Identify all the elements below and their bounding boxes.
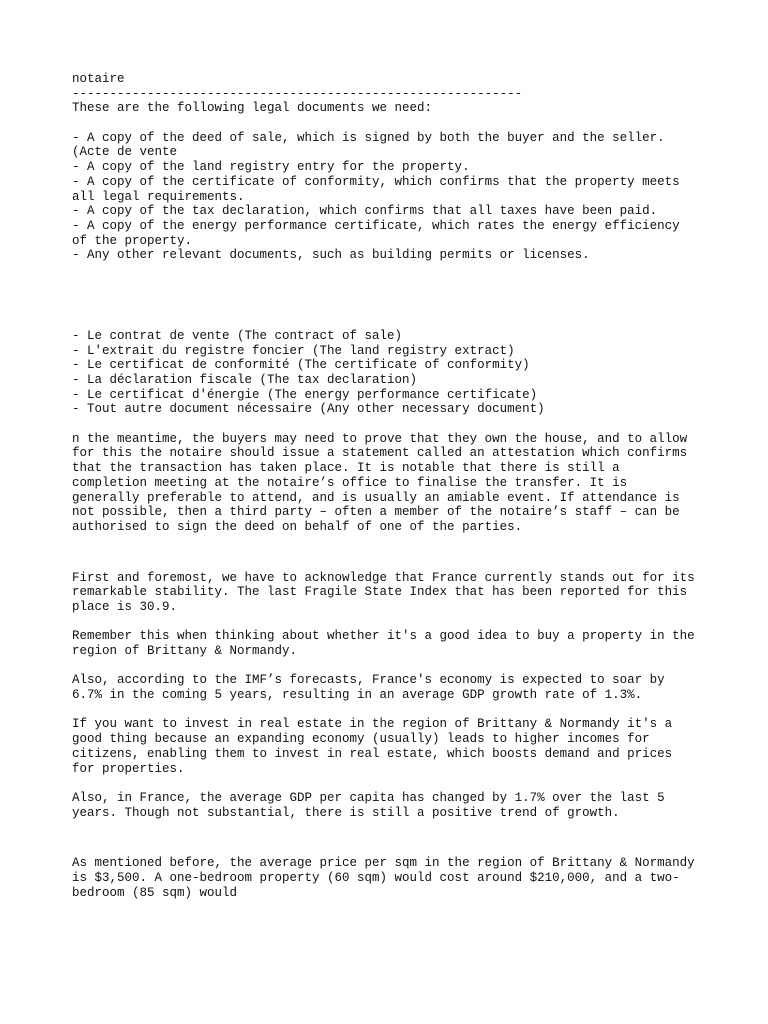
list-item: - Any other relevant documents, such as building permits or licenses. <box>72 248 590 263</box>
required-documents-list <box>72 131 712 263</box>
paragraph-line: place is 30.9. <box>72 599 178 614</box>
paragraph-line: 6.7% in the coming 5 years, resulting in an average GDP growth rate of 1.3%. <box>72 688 643 703</box>
remember-paragraph <box>72 629 712 658</box>
stability-paragraph <box>72 571 712 615</box>
paragraph-line: completion meeting at the notaire’s office to finalise the transfer. It is <box>72 475 628 490</box>
separator-rule: ------------------------------------------------------------ <box>72 86 523 101</box>
paragraph-line: remarkable stability. The last Fragile State Index that has been reported for this <box>72 585 688 600</box>
list-item: (Acte de vente <box>72 145 178 160</box>
list-item: - A copy of the tax declaration, which confirms that all taxes have been paid. <box>72 204 658 219</box>
attestation-paragraph <box>72 432 712 535</box>
paragraph-line: Also, in France, the average GDP per capita has changed by 1.7% over the last 5 <box>72 790 665 805</box>
imf-paragraph <box>72 673 712 702</box>
paragraph-line: citizens, enabling them to invest in real estate, which boosts demand and prices <box>72 746 673 761</box>
list-item: - Le certificat de conformité (The certificate of conformity) <box>72 358 530 373</box>
paragraph-line: years. Though not substantial, there is still a positive trend of growth. <box>72 805 620 820</box>
price-paragraph <box>72 856 712 900</box>
paragraph-line: As mentioned before, the average price per sqm in the region of Brittany & Normandy <box>72 856 695 871</box>
paragraph-line: If you want to invest in real estate in the region of Brittany & Normandy it's a <box>72 717 673 732</box>
paragraph-line: good thing because an expanding economy (usually) leads to higher incomes for <box>72 732 650 747</box>
paragraph-line: is $3,500. A one-bedroom property (60 sqm) would cost around $210,000, and a two- <box>72 870 680 885</box>
list-item: - A copy of the energy performance certificate, which rates the energy efficiency <box>72 218 680 233</box>
paragraph-line: region of Brittany & Normandy. <box>72 644 298 658</box>
list-item: - A copy of the certificate of conformity, which confirms that the property meets <box>72 174 680 189</box>
list-item: - A copy of the land registry entry for the property. <box>72 160 470 175</box>
gdp-paragraph <box>72 791 712 820</box>
list-item: - L'extrait du registre foncier (The land registry extract) <box>72 343 515 358</box>
list-item: of the property. <box>72 233 193 248</box>
paragraph-line: bedroom (85 sqm) would <box>72 885 238 900</box>
french-documents-list <box>72 329 712 417</box>
paragraph-line: Also, according to the IMF’s forecasts, France's economy is expected to soar by <box>72 673 665 688</box>
document-title: notaire <box>72 72 125 86</box>
paragraph-line: First and foremost, we have to acknowledge that France currently stands out for its <box>72 570 695 585</box>
list-item: - Le contrat de vente (The contract of sale) <box>72 328 403 343</box>
invest-paragraph <box>72 717 712 776</box>
document-page <box>72 72 712 900</box>
paragraph-line: that the transaction has taken place. It is notable that there is still a <box>72 461 620 476</box>
paragraph-line: Remember this when thinking about whether it's a good idea to buy a property in the <box>72 629 695 644</box>
list-item: - La déclaration fiscale (The tax declaration) <box>72 373 418 387</box>
paragraph-line: for this the notaire should issue a statement called an attestation which confirms <box>72 446 688 461</box>
paragraph-line: generally preferable to attend, and is usually an amiable event. If attendance is <box>72 490 680 505</box>
paragraph-line: n the meantime, the buyers may need to prove that they own the house, and to allow <box>72 431 688 446</box>
list-item: all legal requirements. <box>72 189 245 204</box>
paragraph-line: authorised to sign the deed on behalf of one of the parties. <box>72 519 523 534</box>
list-item: - A copy of the deed of sale, which is signed by both the buyer and the seller. <box>72 130 665 145</box>
list-item: - Tout autre document nécessaire (Any other necessary document) <box>72 402 545 417</box>
paragraph-line: not possible, then a third party – often a member of the notaire’s staff – can be <box>72 505 680 520</box>
list-item: - Le certificat d'énergie (The energy performance certificate) <box>72 387 538 402</box>
intro-line: These are the following legal documents we need: <box>72 101 433 116</box>
paragraph-line: for properties. <box>72 761 185 776</box>
